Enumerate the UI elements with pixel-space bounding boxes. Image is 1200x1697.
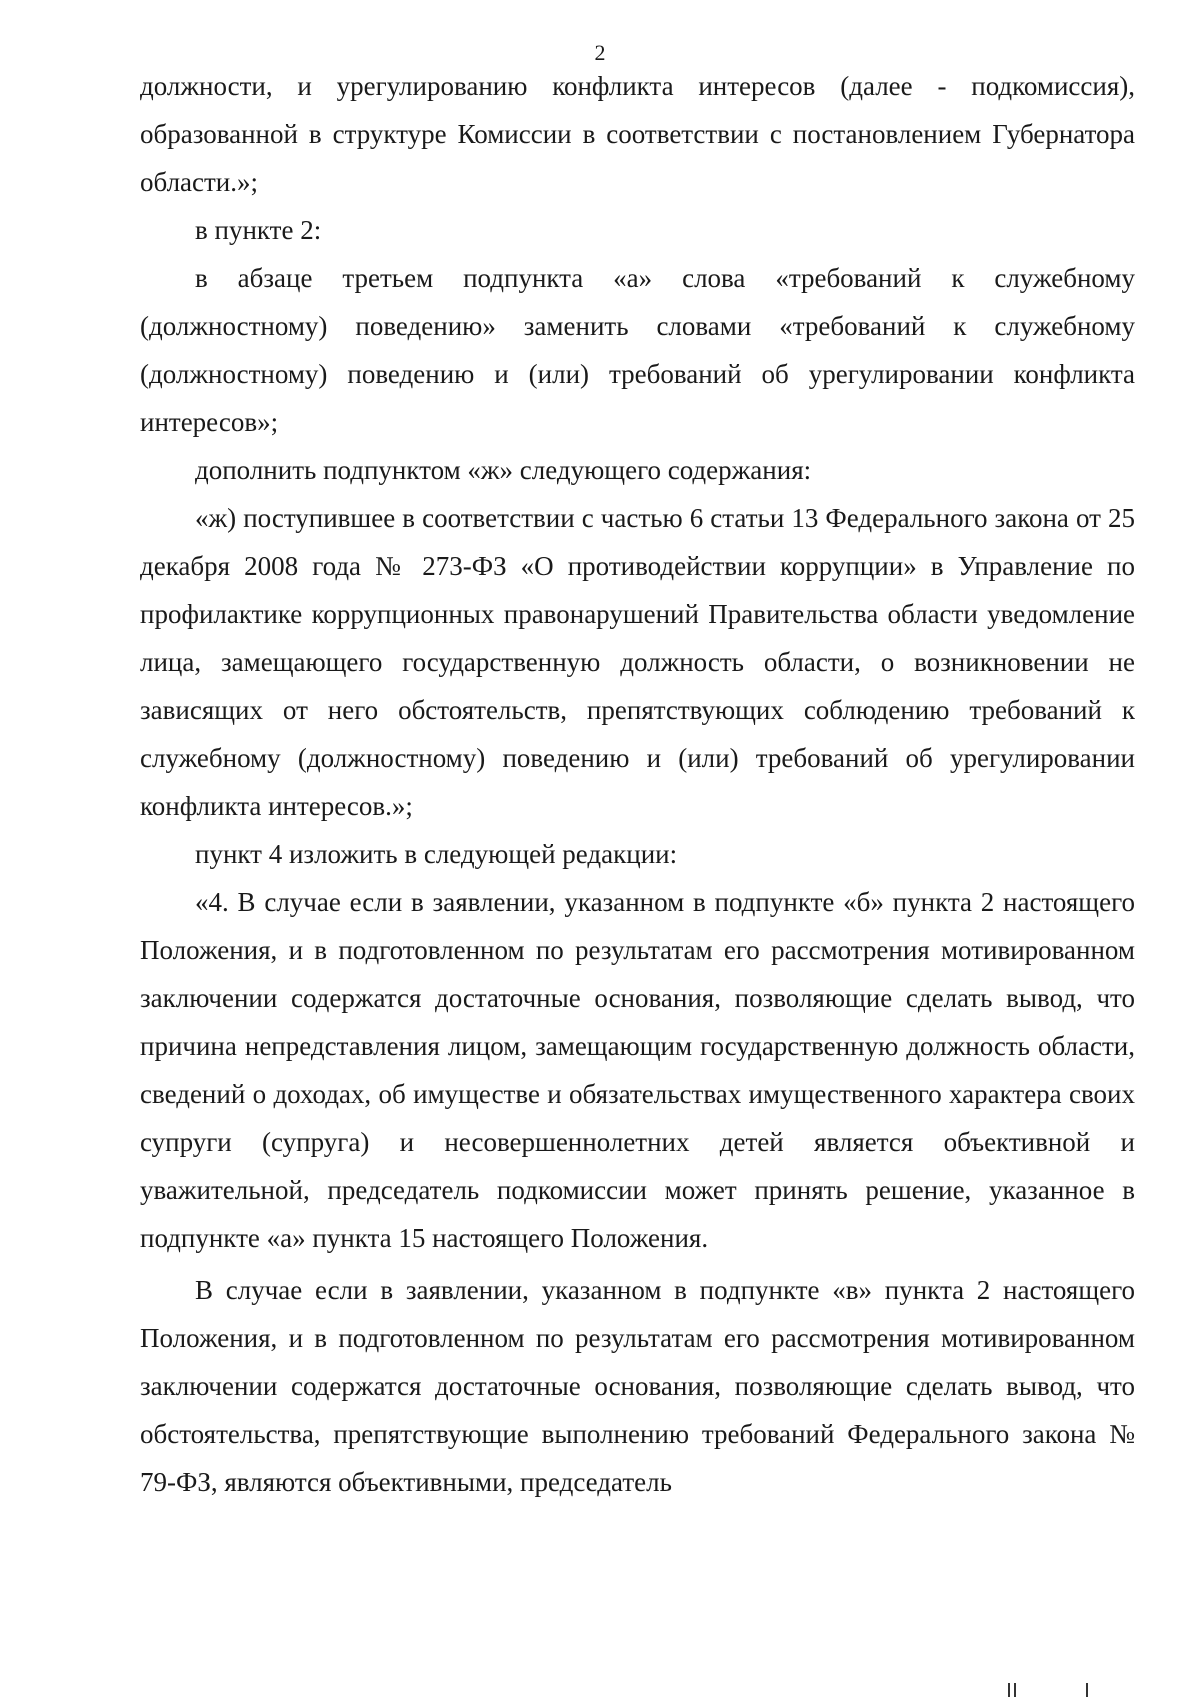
paragraph-continuation: должности, и урегулированию конфликта интересов (далее - подкомиссия), образованной в структуре Комиссии в соответствии с постановлением Губернатора области.»; (140, 71, 1135, 197)
paragraph-subpoint-a-amendment: в абзаце третьем подпункта «а» слова «требований к служебному (должностному) поведению» заменить словами «требований к служебному (должностному) поведению и (или) требований об урегулировании конфликта интересов»; (140, 263, 1135, 437)
scan-artifact-mark (1014, 1683, 1016, 1697)
scan-artifact-mark (1008, 1683, 1010, 1697)
document-body (140, 62, 1135, 1506)
paragraph-point-4-second: В случае если в заявлении, указанном в подпункте «в» пункта 2 настоящего Положения, и в подготовленном по результатам его рассмотрения мотивированном заключении содержатся достаточные основания, позволяющие сделать вывод, что обстоятельства, препятствующие выполнению требований Федерального закона № 79-ФЗ, являются объективными, председатель (140, 1275, 1135, 1497)
paragraph-add-subpoint-zh: дополнить подпунктом «ж» следующего содержания: (195, 455, 812, 485)
page-number: 2 (594, 40, 606, 65)
paragraph-point-4-text: «4. В случае если в заявлении, указанном в подпункте «б» пункта 2 настоящего Положения, и в подготовленном по результатам его рассмотрения мотивированном заключении содержатся достаточные основания, позволяющие сделать вывод, что причина непредставления лицом, замещающим государственную должность области, сведений о доходах, об имуществе и обязательствах имущественного характера своих супруги (супруга) и несовершеннолетних детей является объективной и уважительной, председатель подкомиссии может принять решение, указанное в подпункте «а» пункта 15 настоящего Положения. (140, 887, 1135, 1253)
scan-artifact-mark (1086, 1683, 1088, 1697)
paragraph-point-4-intro: пункт 4 изложить в следующей редакции: (195, 839, 678, 869)
paragraph-subpoint-zh-text: «ж) поступившее в соответствии с частью 6 статьи 13 Федерального закона от 25 декабря 2008 года № 273-ФЗ «О противодействии коррупции» в Управление по профилактике коррупционных правонарушений Правительства области уведомление лица, замещающего государственную должность области, о возникновении не зависящих от него обстоятельств, препятствующих соблюдению требований к служебному (должностному) поведению и (или) требований об урегулировании конфликта интересов.»; (140, 503, 1135, 821)
paragraph-point-2: в пункте 2: (195, 215, 322, 245)
